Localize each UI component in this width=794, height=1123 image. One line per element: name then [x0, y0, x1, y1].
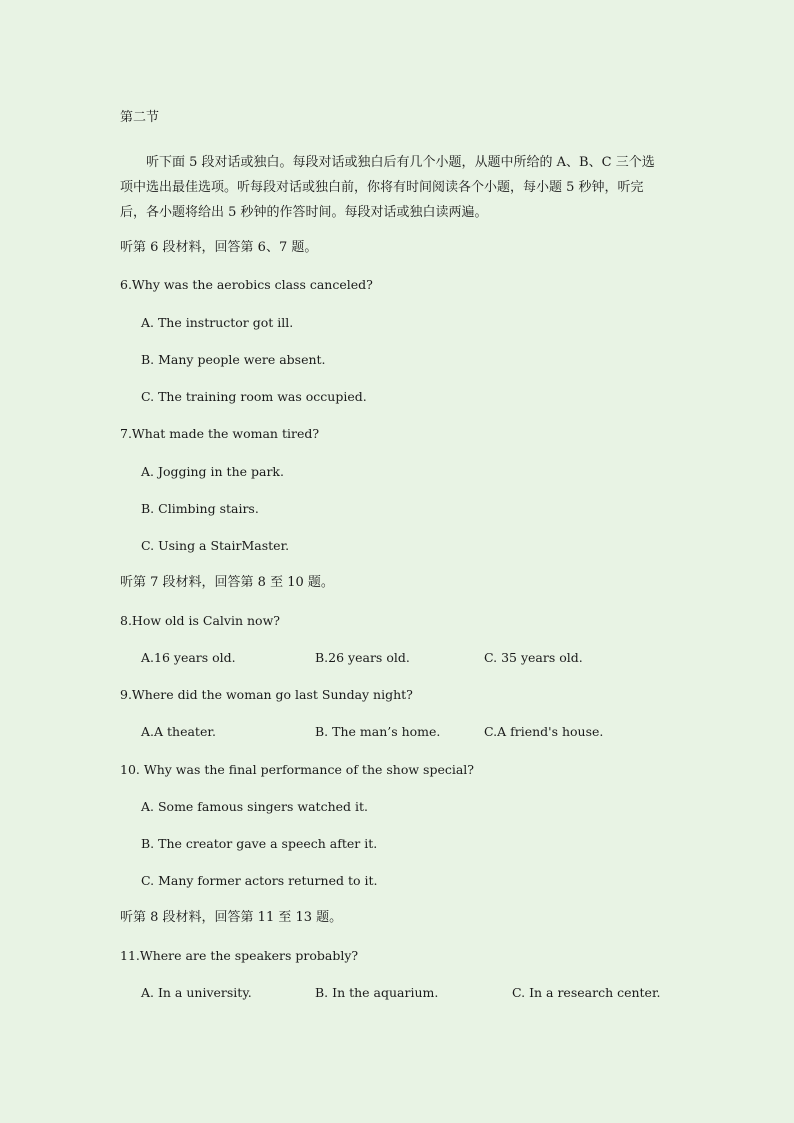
- question-8-option-c: C. 35 years old.: [484, 650, 583, 665]
- material-8-label: 听第 8 段材料，回答第 11 至 13 题。: [120, 910, 343, 925]
- question-8-option-a: A.16 years old.: [141, 650, 236, 665]
- question-6: 6.Why was the aerobics class canceled?: [120, 277, 373, 292]
- question-11-option-c: C. In a research center.: [512, 985, 661, 1000]
- material-7-label: 听第 7 段材料，回答第 8 至 10 题。: [120, 575, 334, 590]
- question-6-option-a: A. The instructor got ill.: [141, 315, 294, 330]
- question-11: 11.Where are the speakers probably?: [120, 948, 359, 963]
- question-9-option-a: A.A theater.: [141, 724, 216, 739]
- question-10: 10. Why was the final performance of the show special?: [120, 762, 475, 777]
- material-6-label: 听第 6 段材料，回答第 6、7 题。: [120, 240, 318, 255]
- question-7-option-c: C. Using a StairMaster.: [141, 538, 290, 553]
- section-heading: 第二节: [120, 110, 160, 125]
- question-9-option-c: C.A friend's house.: [484, 724, 604, 739]
- question-7-option-a: A. Jogging in the park.: [141, 464, 284, 479]
- question-7: 7.What made the woman tired?: [120, 426, 320, 441]
- question-11-option-a: A. In a university.: [141, 985, 252, 1000]
- question-10-option-b: B. The creator gave a speech after it.: [141, 836, 378, 851]
- question-10-option-a: A. Some famous singers watched it.: [141, 799, 369, 814]
- section-instructions: 听下面 5 段对话或独白。每段对话或独白后有几个小题，从题中所给的 A、B、C 三个选项中选出最佳选项。听每段对话或独白前，你将有时间阅读各个小题，每小题 5 秒钟，听完后，各小题将给出 5 秒钟的作答时间。每段对话或独白读两遍。: [120, 155, 655, 220]
- question-6-option-c: C. The training room was occupied.: [141, 389, 367, 404]
- question-9-option-b: B. The man’s home.: [315, 724, 441, 739]
- question-11-option-b: B. In the aquarium.: [315, 985, 439, 1000]
- question-8: 8.How old is Calvin now?: [120, 613, 280, 628]
- question-9: 9.Where did the woman go last Sunday night?: [120, 687, 413, 702]
- question-6-option-b: B. Many people were absent.: [141, 352, 326, 367]
- question-8-option-b: B.26 years old.: [315, 650, 410, 665]
- question-7-option-b: B. Climbing stairs.: [141, 501, 259, 516]
- question-10-option-c: C. Many former actors returned to it.: [141, 873, 378, 888]
